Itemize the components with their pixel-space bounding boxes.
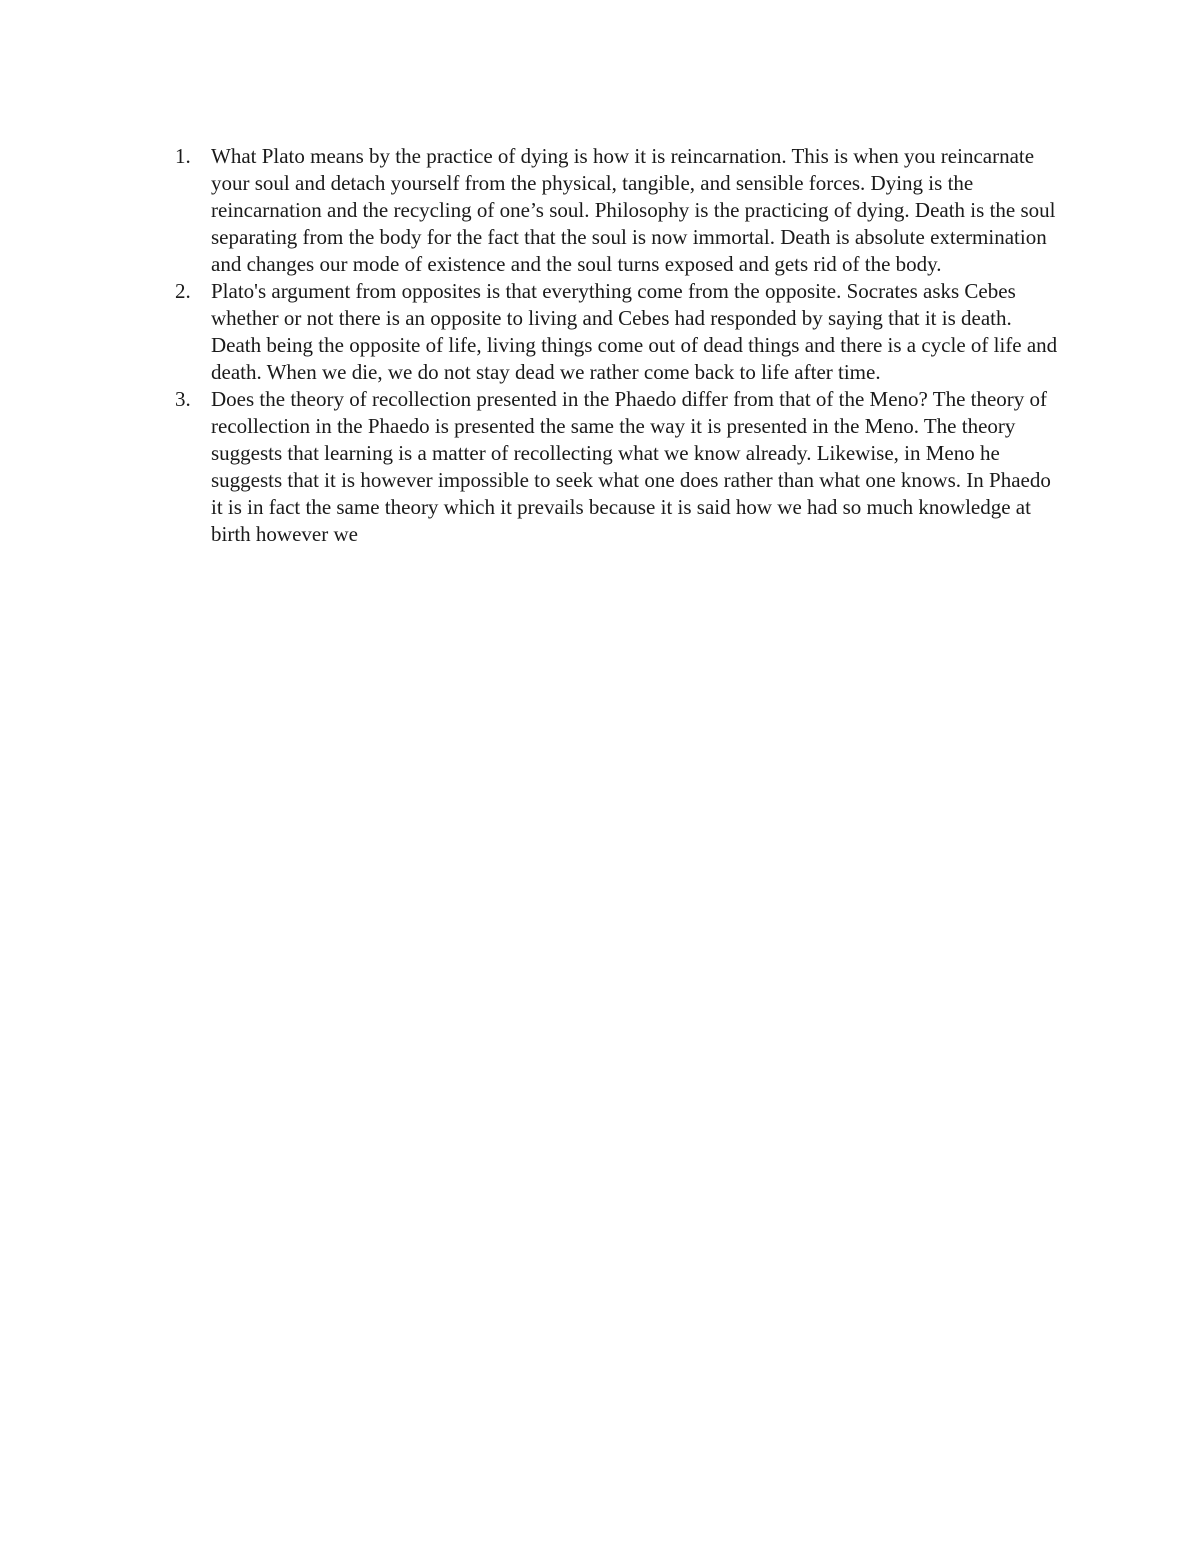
- list-item-number: 2.: [175, 279, 191, 303]
- list-item: [172, 278, 1062, 386]
- list-item: [172, 386, 1062, 548]
- list-item-number: 3.: [175, 387, 191, 411]
- list-item-number: 1.: [175, 144, 191, 168]
- list-item-text: Plato's argument from opposites is that everything come from the opposite. Socrates asks Cebes whether or not there is an opposite to living and Cebes had responded by saying that it is death. Death being the opposite of life, living things come out of dead things and there is a cycle of life and death. When we die, we do not stay dead we rather come back to life after time.: [211, 279, 1058, 384]
- list-item: [172, 143, 1062, 278]
- answer-list: [172, 143, 1062, 548]
- list-item-text: Does the theory of recollection presented in the Phaedo differ from that of the Meno? The theory of recollection in the Phaedo is presented the same the way it is presented in the Meno. The theory suggests that learning is a matter of recollecting what we know already. Likewise, in Meno he suggests that it is however impossible to seek what one does rather than what one knows. In Phaedo it is in fact the same theory which it prevails because it is said how we had so much knowledge at birth however we: [211, 387, 1051, 546]
- list-item-text: What Plato means by the practice of dying is how it is reincarnation. This is when you reincarnate your soul and detach yourself from the physical, tangible, and sensible forces. Dying is the reincarnation and the recycling of one’s soul. Philosophy is the practicing of dying. Death is the soul separating from the body for the fact that the soul is now immortal. Death is absolute extermination and changes our mode of existence and the soul turns exposed and gets rid of the body.: [211, 144, 1056, 276]
